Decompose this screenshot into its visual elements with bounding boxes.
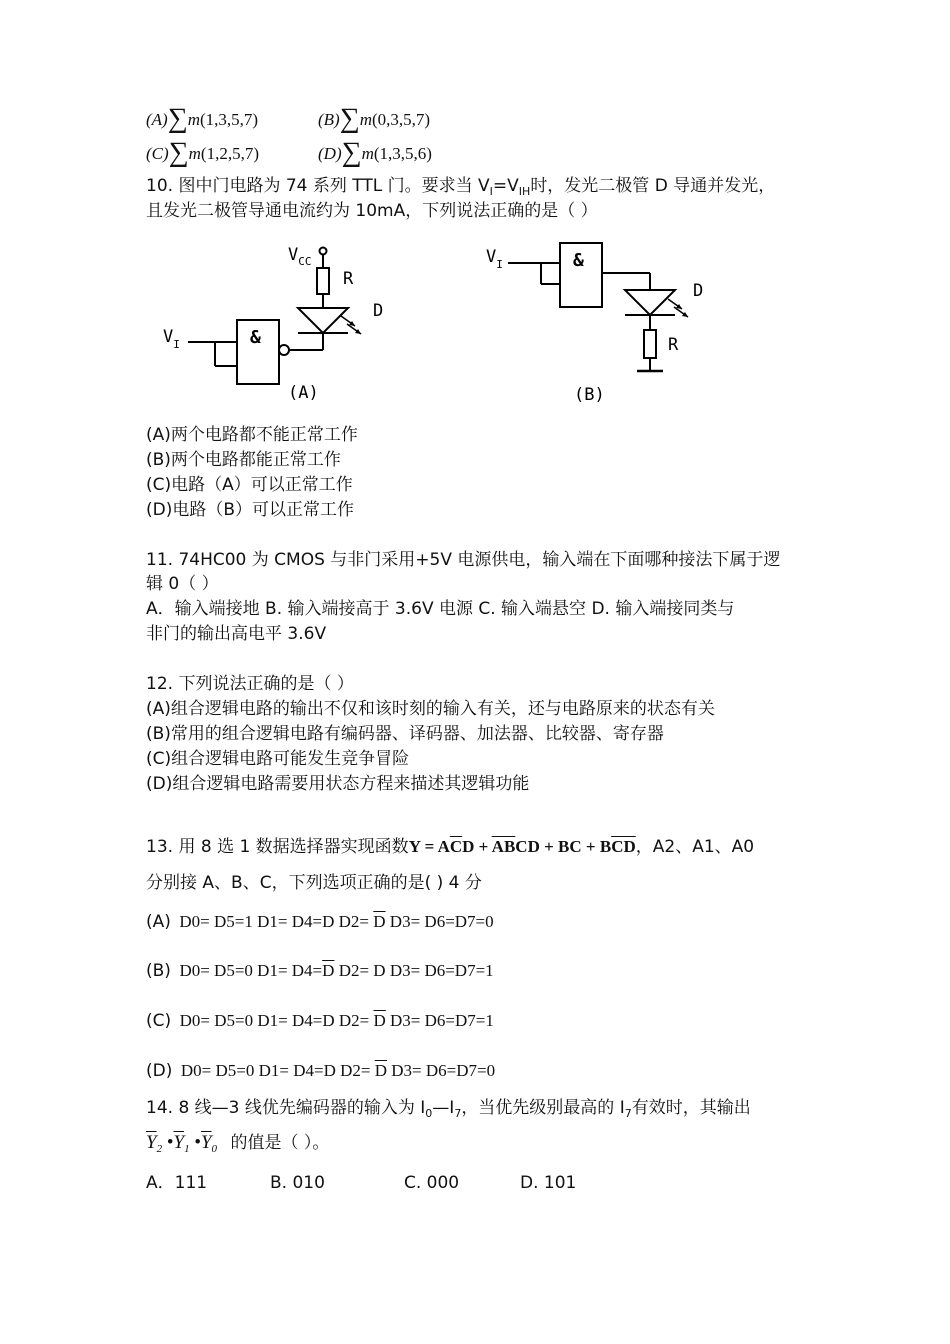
circuit-a-resistor [317,268,329,294]
q10-option-b: (B)两个电路都能正常工作 [146,450,341,470]
circuit-b-caption: (B) [574,385,605,405]
q12-option-d: (D)组合逻辑电路需要用状态方程来描述其逻辑功能 [146,774,530,794]
q10-option-d: (D)电路（B）可以正常工作 [146,500,355,520]
q12-option-b: (B)常用的组合逻辑电路有编码器、译码器、加法器、比较器、寄存器 [146,724,664,744]
q14-stem-line1: 14. 8 线—3 线优先编码器的输入为 $I_0—I_7$，当优先级别最高的 $I_7$有效时，其输出 [146,1098,751,1120]
q13-option-d: (D) D0= D5=0 D1= D4=D $D2= \overline{D}$ D3= D6=D7=0 [146,1061,496,1081]
circuit-b-led [625,290,675,315]
q13-option-c: (C) D0= D5=0 D1= D4=D $D2= \overline{D}$ D3= D6=D7=1 [146,1011,494,1031]
q13-stem-line2: 分别接 A、B、C，下列选项正确的是( ) 4 分 [146,873,482,893]
circuit-a-diagram [155,240,415,410]
q14-stem-line2: $\overline{Y}_2$ $•\overline{Y}_1$ $•\overline{Y}_0$ 的值是（ ）。 [146,1132,330,1155]
circuit-b-diagram [480,238,740,413]
circuit-a-vi-label: $V_I$ [163,327,180,351]
q12-option-c: (C)组合逻辑电路可能发生竞争冒险 [146,749,410,769]
q11-stem-line2: 辑 0（ ） [146,574,219,594]
q14-option-c: C. 000 [404,1173,460,1193]
circuit-a-r-label: R [343,269,354,289]
circuit-a-led [298,308,348,333]
q9-option-c: (C)∑m(1,2,5,7) [146,137,259,168]
q10-option-c: (C)电路（A）可以正常工作 [146,475,353,495]
q14-output-expression: $\overline{Y}_2$ $•\overline{Y}_1$ $•\overline{Y}_0$ [146,1132,218,1155]
q11-stem-line1: 11. 74HC00 为 CMOS 与非门采用+5V 电源供电，输入端在下面哪种接法下属于逻 [146,550,781,570]
circuit-b-r-label: R [668,335,679,355]
circuit-a-caption: (A) [288,383,319,403]
circuit-a-vcc-terminal [320,248,327,255]
circuit-b-gate-symbol: & [573,250,584,271]
circuit-a-inverter-bubble [279,345,289,355]
q9-option-a: (A)∑m(1,3,5,7) [146,103,259,134]
q11-options-line2: 非门的输出高电平 3.6V [146,624,327,644]
circuit-a-vcc-label: $V_{CC}$ [288,245,312,268]
q12-option-a: (A)组合逻辑电路的输出不仅和该时刻的输入有关，还与电路原来的状态有关 [146,699,715,719]
circuit-a-gate-symbol: & [250,327,261,348]
circuit-b-vi-label: $V_I$ [486,247,503,271]
q13-function: $Y = A\overline{C}D + \overline{A}\overline{B}CD$ + BC + $B\overline{CD}$ [408,837,636,856]
q14-option-a: A．111 [146,1173,208,1193]
q14-option-d: D. 101 [520,1173,577,1193]
circuit-b-d-label: D [693,281,704,301]
q10-option-a: (A)两个电路都不能正常工作 [146,425,358,445]
q11-options-line1: A．输入端接地 B. 输入端接高于 3.6V 电源 C. 输入端悬空 D. 输入端接同类与 [146,599,735,619]
q9-option-b: (B)∑m(0,3,5,7) [318,103,431,134]
circuit-b-resistor [644,330,656,358]
q13-stem-line1: 13. 用 8 选 1 数据选择器实现函数$Y = A\overline{C}D + \overline{A}\overline{B}CD$ + BC + $B\overline{CD}$，A2、A1、A0 [146,837,755,857]
q9-option-d: (D)∑m(1,3,5,6) [318,137,432,168]
q13-option-b: (B) D0= D5=0 $D1= D4=\overline{D}$ D2= D D3= D6=D7=1 [146,961,494,981]
q10-stem-line2: 且发光二极管导通电流约为 10mA，下列说法正确的是（ ） [146,201,598,221]
circuit-a-d-label: D [373,301,384,321]
q10-stem-line1: 10. 图中门电路为 74 系列 TTL 门。要求当 $V_I=V_{IH}$时，发光二极管 D 导通并发光， [146,176,776,198]
q12-stem: 12. 下列说法正确的是（ ） [146,674,354,694]
q13-option-a: (A) D0= D5=1 D1= D4=D $D2= \overline{D}$ D3= D6=D7=0 [146,912,494,932]
q14-option-b: B. 010 [270,1173,325,1193]
